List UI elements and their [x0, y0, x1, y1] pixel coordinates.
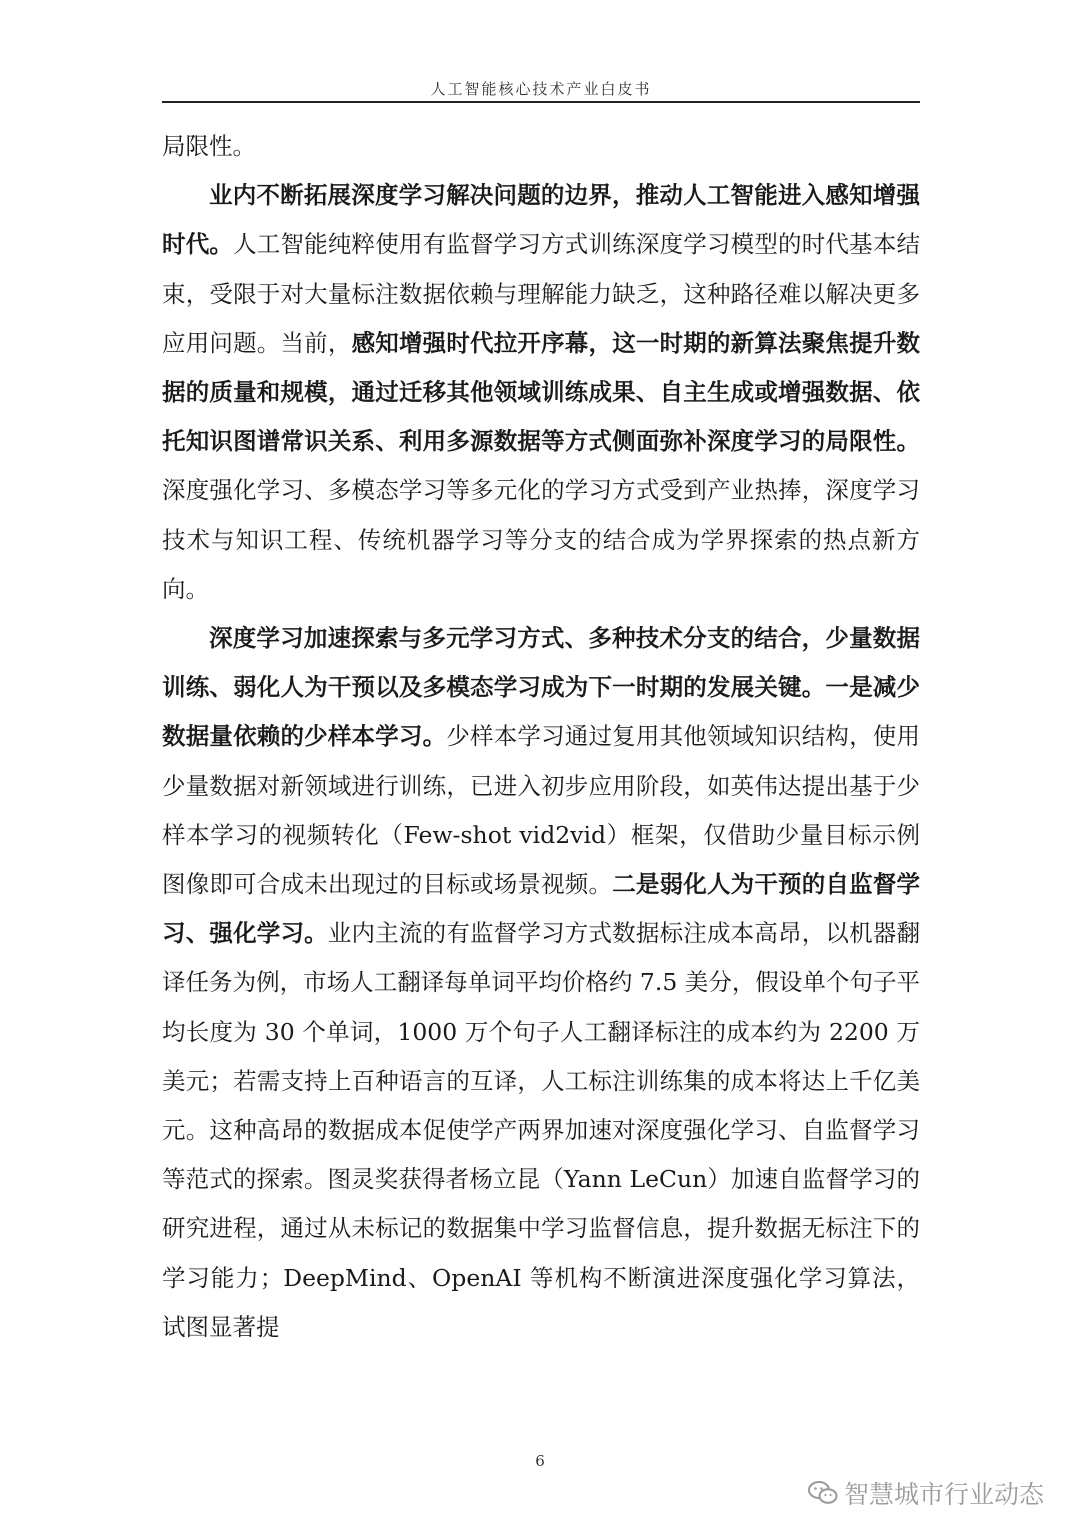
text-run: 人工智能纯粹使用有监督学习方式训练深度学习模型的时代基本结束，受限于对大量标注数据依赖与理解能力缺乏，这种路径难以解决更多应用问题。当前，: [162, 230, 921, 357]
body-text: [162, 122, 920, 1352]
text-run: 少样本学习通过复用其他领域知识结构，使用少量数据对新领域进行训练，已进入初步应用阶段，如英伟达提出基于少样本学习的视频转化（Few-shot vid2vid）框架，仅借助少量目标示例图像即可合成未出现过的目标或场景视频。: [162, 722, 921, 899]
wechat-icon: [808, 1480, 838, 1506]
bold-text-run: 深度学习加速探索与多元学习方式、多种技术分支的结合，少量数据训练、弱化人为干预以及多模态学习成为下一时期的发展关键。: [162, 624, 920, 702]
bold-text-run: 二是弱化人为干预的自监督学习、强化学习。: [162, 870, 921, 948]
watermark-text: 智慧城市行业动态: [843, 1480, 1044, 1509]
bold-text-run: 业内不断拓展深度学习解决问题的边界，推动人工智能进入感知增强时代。: [162, 181, 920, 259]
paragraph: [162, 122, 920, 171]
header-rule: [162, 101, 920, 103]
watermark: [808, 1476, 1044, 1510]
text-run: 深度强化学习、多模态学习等多元化的学习方式受到产业热捧，深度学习技术与知识工程、传统机器学习等分支的结合成为学界探索的热点新方向。: [162, 476, 920, 603]
running-header: 人工智能核心技术产业白皮书: [430, 80, 652, 98]
text-run: 业内主流的有监督学习方式数据标注成本高昂，以机器翻译任务为例，市场人工翻译每单词平均价格约 7.5 美分，假设单个句子平均长度为 30 个单词，1000 万个句子人工翻译标注的成本约为 2200 万美元；若需支持上百种语言的互译，人工标注训练集的成本将达上千亿美元。这种高昂的数据成本促使学产两界加速对深度强化学习、自监督学习等范式的探索。图灵奖获得者杨立昆（Yann LeCun）加速自监督学习的研究进程，通过从未标记的数据集中学习监督信息，提升数据无标注下的学习能力；DeepMind、OpenAI 等机构不断演进深度强化学习算法，试图显著提: [162, 919, 921, 1341]
paragraph: [162, 614, 920, 1352]
text-run: 局限性。: [162, 132, 256, 160]
bold-text-run: 一是减少数据量依赖的少样本学习。: [162, 673, 921, 751]
paragraph: [162, 171, 920, 614]
bold-text-run: 感知增强时代拉开序幕，这一时期的新算法聚焦提升数据的质量和规模，通过迁移其他领域训练成果、自主生成或增强数据、依托知识图谱常识关系、利用多源数据等方式侧面弥补深度学习的局限性。: [162, 328, 921, 456]
page-number: 6: [535, 1452, 545, 1470]
